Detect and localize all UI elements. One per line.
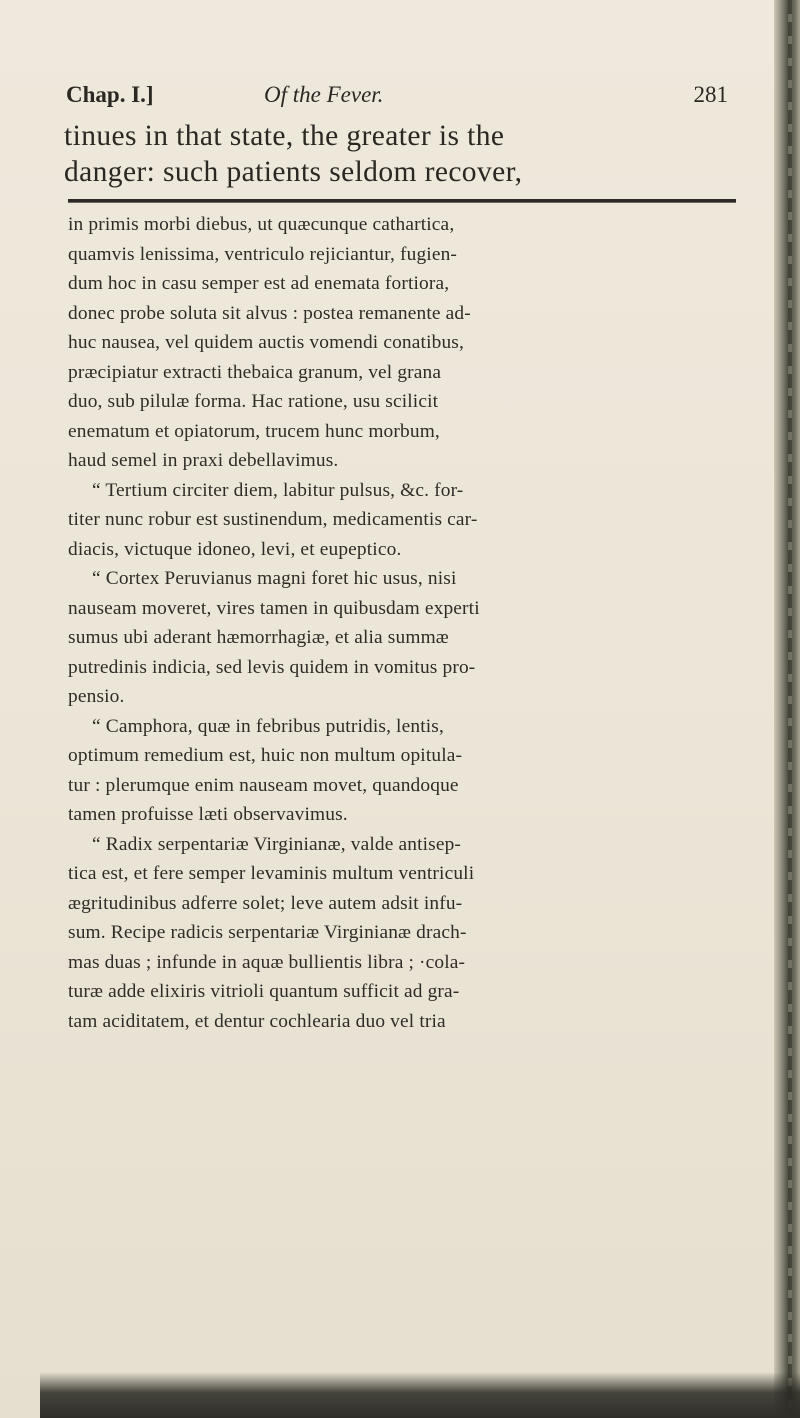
footnote-line: sumus ubi aderant hæmorrhagiæ, et alia summæ <box>68 627 449 648</box>
binding-stitch-texture <box>788 0 792 1418</box>
running-header <box>66 82 730 116</box>
footnote-line: diacis, victuque idoneo, levi, et eupeptico. <box>68 538 402 560</box>
page-number: 281 <box>693 82 728 107</box>
running-title: Of the Fever. <box>264 82 384 107</box>
footnote-line: præcipiatur extracti thebaica granum, vel grana <box>68 361 442 383</box>
footnote-line: haud semel in praxi debellavimus. <box>68 450 339 471</box>
footnote-line: pensio. <box>68 686 125 707</box>
footnote-line: tamen profuisse læti observavimus. <box>68 804 348 825</box>
footnote-line: mas duas ; infunde in aquæ bullientis libra ; ·cola- <box>68 951 466 973</box>
footnote-line: “ Camphora, quæ in febribus putridis, lentis, <box>92 715 444 737</box>
footnote-line: huc nausea, vel quidem auctis vomendi conatibus, <box>68 332 464 353</box>
footnote-line: donec probe soluta sit alvus : postea remanente ad- <box>68 302 471 324</box>
footnote-line: titer nunc robur est sustinendum, medicamentis car- <box>68 509 478 530</box>
footnote-line: quamvis lenissima, ventriculo rejiciantur, fugien- <box>68 243 458 265</box>
footnote-line: tur : plerumque enim nauseam movet, quandoque <box>68 774 459 796</box>
footnote-line: duo, sub pilulæ forma. Hac ratione, usu scilicit <box>68 391 439 412</box>
footnote-block <box>68 210 758 1036</box>
footnote-line: tam aciditatem, et dentur cochlearia duo vel tria <box>68 1010 446 1032</box>
footnote-line: optimum remedium est, huic non multum opitula- <box>68 745 463 766</box>
body-line: danger: such patients seldom recover, <box>64 156 523 188</box>
footnote-line: sum. Recipe radicis serpentariæ Virginianæ drach- <box>68 922 467 943</box>
body-line: tinues in that state, the greater is the <box>64 120 505 152</box>
footnote-line: putredinis indicia, sed levis quidem in vomitus pro- <box>68 656 476 678</box>
footnote-line: dum hoc in casu semper est ad enemata fortiora, <box>68 273 450 294</box>
footnote-line: “ Radix serpentariæ Virginianæ, valde antisep- <box>92 833 462 855</box>
chapter-label: Chap. I.] <box>66 82 154 107</box>
footnote-divider-rule <box>68 199 736 203</box>
page-bottom-shadow <box>40 1372 800 1418</box>
footnote-line: “ Cortex Peruvianus magni foret hic usus, nisi <box>92 568 457 589</box>
book-binding-edge <box>774 0 800 1418</box>
footnote-line: ægritudinibus adferre solet; leve autem adsit infu- <box>68 892 463 914</box>
footnote-line: nauseam moveret, vires tamen in quibusdam experti <box>68 597 480 619</box>
footnote-line: enematum et opiatorum, trucem hunc morbum, <box>68 420 440 442</box>
main-body-text <box>64 118 744 190</box>
footnote-line: in primis morbi diebus, ut quæcunque cathartica, <box>68 214 455 235</box>
footnote-line: tica est, et fere semper levaminis multum ventriculi <box>68 863 475 884</box>
footnote-line: turæ adde elixiris vitrioli quantum sufficit ad gra- <box>68 981 460 1002</box>
footnote-line: “ Tertium circiter diem, labitur pulsus, &c. for- <box>92 479 464 501</box>
